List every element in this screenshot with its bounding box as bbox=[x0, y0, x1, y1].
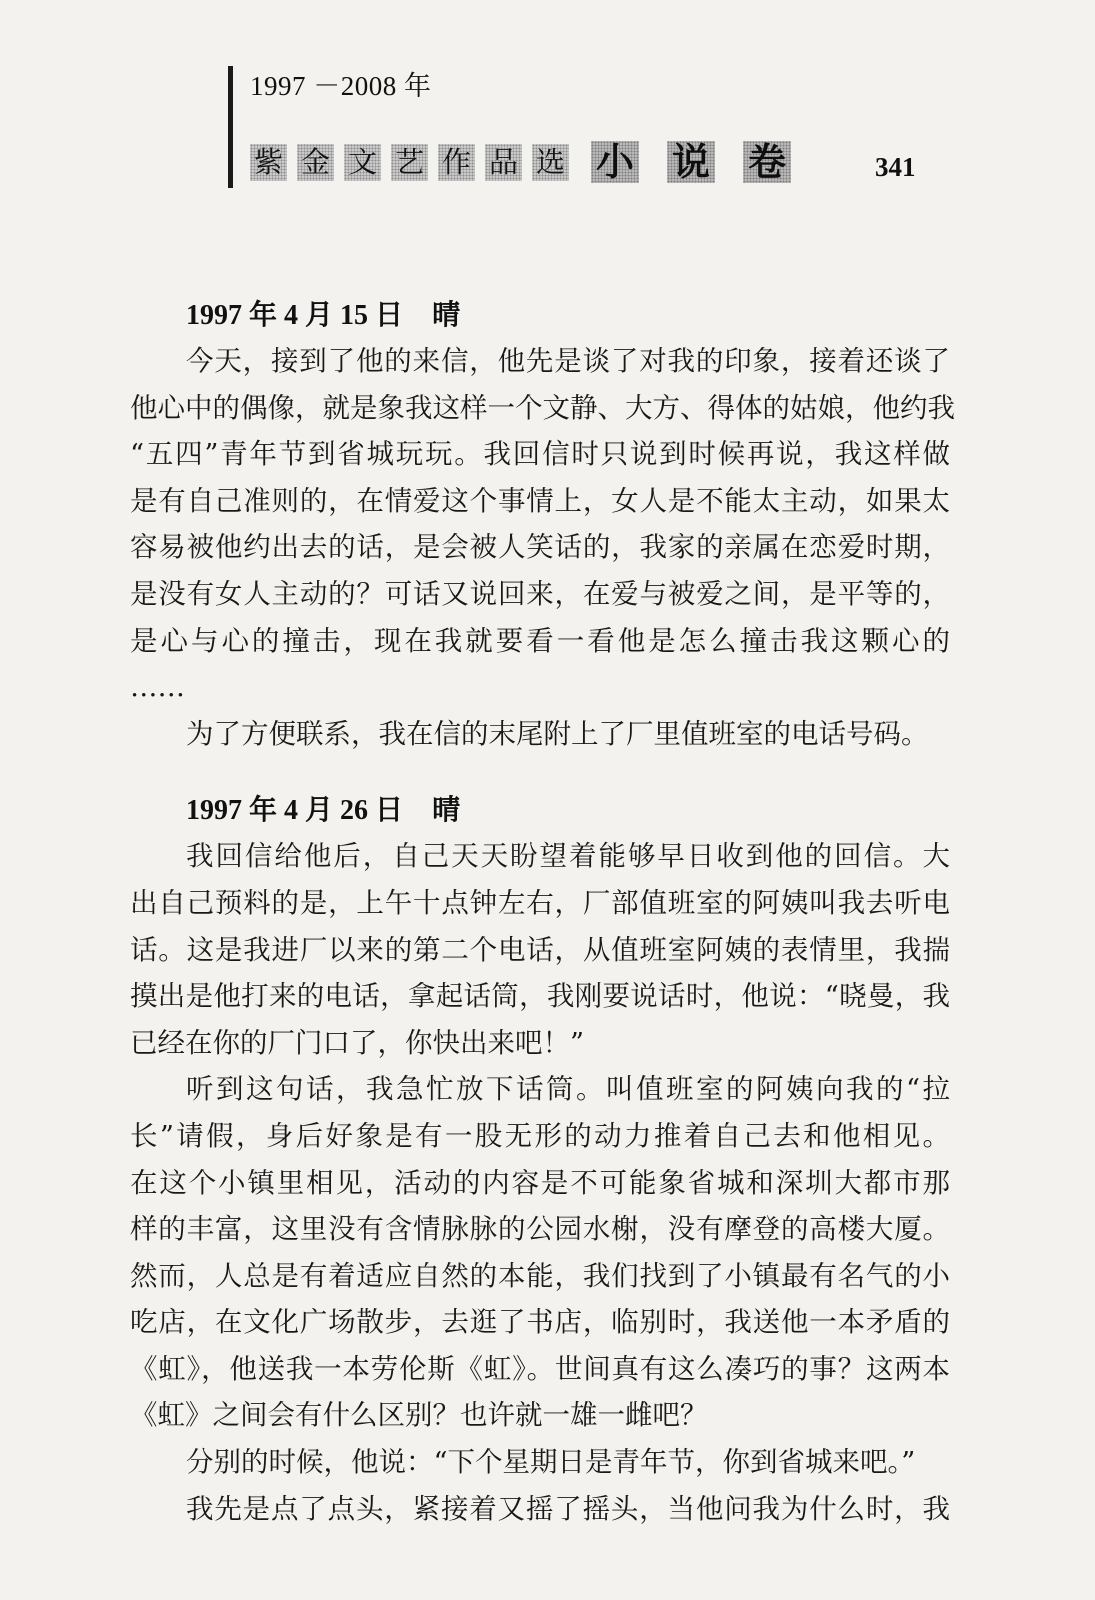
weather: 晴 bbox=[432, 298, 461, 331]
paragraph-line: 出自己预料的是，上午十点钟左右，厂部值班室的阿姨叫我去听电 bbox=[130, 886, 950, 919]
paragraph-line: “五四”青年节到省城玩玩。我回信时只说到时候再说，我这样做 bbox=[130, 438, 950, 471]
volume-title-char: 卷 bbox=[743, 141, 791, 183]
paragraph-line: 我回信给他后，自己天天盼望着能够早日收到他的回信。大 bbox=[186, 840, 950, 873]
paragraph-line: 《虹》之间会有什么区别？也许就一雄一雌吧？ bbox=[130, 1399, 708, 1432]
paragraph-line: 摸出是他打来的电话，拿起话筒，我刚要说话时，他说：“晓曼，我 bbox=[130, 980, 950, 1013]
volume-title-char: 说 bbox=[667, 141, 715, 183]
volume-title-char: 小 bbox=[591, 141, 639, 183]
body-text bbox=[130, 292, 955, 1532]
diary-entry-date: 1997 年 4 月 26 日 晴 bbox=[186, 793, 461, 827]
paragraph-line: 为了方便联系，我在信的末尾附上了厂里值班室的电话号码。 bbox=[186, 717, 929, 750]
paragraph-line: 吃店，在文化广场散步，去逛了书店，临别时，我送他一本矛盾的 bbox=[130, 1306, 950, 1339]
paragraph-line: …… bbox=[130, 671, 185, 704]
paragraph-line: 今天，接到了他的来信，他先是谈了对我的印象，接着还谈了 bbox=[186, 345, 950, 377]
header-years: 1997 －2008 年 bbox=[250, 71, 432, 101]
paragraph-line: 听到这句话，我急忙放下话筒。叫值班室的阿姨向我的“拉 bbox=[186, 1073, 950, 1106]
series-title-char: 金 bbox=[297, 144, 334, 181]
paragraph-line: 已经在你的厂门口了，你快出来吧！” bbox=[130, 1026, 585, 1059]
paragraph-line: 是没有女人主动的？可话又说回来，在爱与被爱之间，是平等的， bbox=[130, 577, 950, 610]
paragraph-line: 长”请假，身后好象是有一股无形的动力推着自己去和他相见。 bbox=[130, 1119, 950, 1152]
series-title-char: 品 bbox=[485, 144, 522, 181]
series-title-char: 文 bbox=[344, 144, 381, 181]
paragraph-line: 然而，人总是有着适应自然的本能，我们找到了小镇最有名气的小 bbox=[130, 1259, 950, 1292]
page-number: 341 bbox=[875, 152, 916, 182]
paragraph-line: 《虹》，他送我一本劳伦斯《虹》。世间真有这么凑巧的事？这两本 bbox=[130, 1352, 950, 1385]
paragraph-line: 话。这是我进厂以来的第二个电话，从值班室阿姨的表情里，我揣 bbox=[130, 933, 950, 966]
paragraph-line: 样的丰富，这里没有含情脉脉的公园水榭，没有摩登的高楼大厦。 bbox=[130, 1213, 950, 1246]
paragraph-line: 分别的时候，他说：“下个星期日是青年节，你到省城来吧。” bbox=[186, 1446, 916, 1479]
paragraph-line: 在这个小镇里相见，活动的内容是不可能象省城和深圳大都市那 bbox=[130, 1166, 950, 1199]
header-series-title bbox=[250, 141, 791, 183]
diary-entry-date: 1997 年 4 月 15 日 晴 bbox=[186, 298, 461, 331]
paragraph-line: 我先是点了点头，紧接着又摇了摇头，当他问我为什么时，我 bbox=[186, 1492, 950, 1525]
paragraph-line: 容易被他约出去的话，是会被人笑话的，我家的亲属在恋爱时期， bbox=[130, 531, 950, 564]
series-title-char: 紫 bbox=[250, 144, 287, 181]
paragraph-line: 是有自己准则的，在情爱这个事情上，女人是不能太主动，如果太 bbox=[130, 484, 950, 517]
paragraph-line: 是心与心的撞击，现在我就要看一看他是怎么撞击我这颗心的 bbox=[130, 624, 950, 657]
paragraph-line: 他心中的偶像，就是象我这样一个文静、大方、得体的姑娘，他约我 bbox=[130, 391, 955, 424]
header-vertical-rule bbox=[228, 66, 233, 188]
series-title-char: 艺 bbox=[391, 144, 428, 181]
series-title-char: 选 bbox=[532, 144, 569, 181]
series-title-char: 作 bbox=[438, 144, 475, 181]
weather: 晴 bbox=[432, 793, 461, 827]
